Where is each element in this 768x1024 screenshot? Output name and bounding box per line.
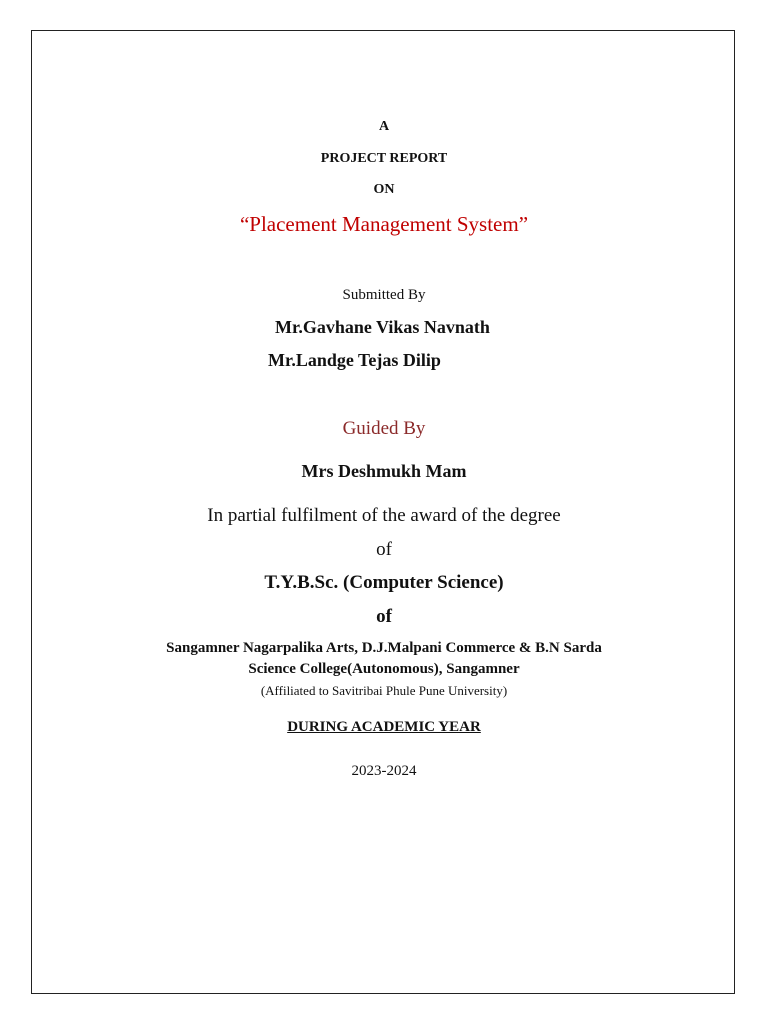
project-report-heading: PROJECT REPORT	[320, 151, 448, 166]
college-name-line-2: Science College(Autonomous), Sangamner	[248, 661, 520, 677]
guided-by-label: Guided By	[342, 418, 426, 439]
on-label: ON	[373, 182, 395, 197]
college-name-line-1: Sangamner Nagarpalika Arts, D.J.Malpani Commerce & B.N Sarda	[166, 640, 602, 656]
degree-name: T.Y.B.Sc. (Computer Science)	[264, 572, 504, 593]
article-a: A	[378, 119, 390, 134]
submitted-by-label: Submitted By	[342, 287, 426, 303]
university-affiliation: (Affiliated to Savitribai Phule Pune University)	[260, 683, 508, 698]
academic-year: 2023-2024	[351, 763, 417, 779]
academic-year-label: DURING ACADEMIC YEAR	[287, 719, 481, 735]
of-text-2: of	[376, 606, 392, 627]
student-name-1: Mr.Gavhane Vikas Navnath	[275, 317, 490, 337]
project-title: “Placement Management System”	[239, 212, 529, 236]
guide-name: Mrs Deshmukh Mam	[301, 461, 467, 481]
of-text-1: of	[376, 539, 392, 560]
student-name-2: Mr.Landge Tejas Dilip	[268, 350, 441, 370]
partial-fulfilment-text: In partial fulfilment of the award of the degree	[207, 505, 561, 526]
